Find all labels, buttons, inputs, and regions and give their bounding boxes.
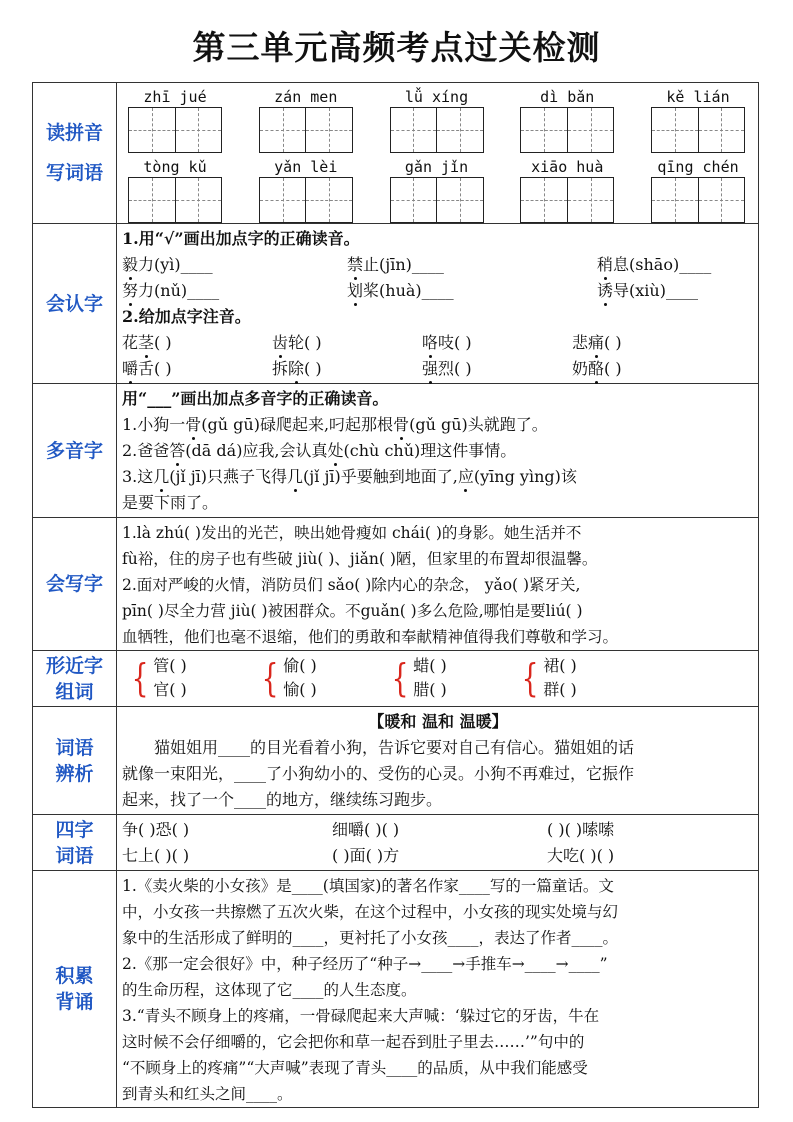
memory-line: 2.《那一定会很好》中，种子经历了“种子→____→手推车→____→____” [122, 955, 608, 973]
writing-boxes[interactable] [651, 107, 745, 153]
reading-item: 嚼舌( ) [122, 356, 272, 382]
pinyin-item [650, 157, 746, 223]
writing-box[interactable] [260, 178, 307, 222]
brace-icon: { [131, 656, 149, 700]
page-title: 第三单元高频考点过关检测 [192, 28, 601, 67]
recognize-content [117, 224, 759, 384]
pinyin-text: dì bǎn [540, 88, 595, 106]
writing-box[interactable] [521, 108, 568, 152]
similar-char: 偷( ) [283, 656, 317, 675]
worksheet-table [32, 82, 759, 1108]
phonetic-row [122, 356, 754, 382]
idiom-item: 细嚼( )( ) [332, 820, 400, 839]
idiom-item: 争( )恐( ) [122, 820, 190, 839]
pinyin-text: yǎn lèi [274, 158, 338, 176]
writing-box[interactable] [129, 108, 176, 152]
idiom-row [122, 817, 754, 843]
memory-content [117, 871, 759, 1108]
similar-group [388, 654, 518, 702]
pinyin-item [389, 87, 485, 153]
writing-box[interactable] [306, 178, 352, 222]
memory-line: “不顾身上的疼痛”“大声喊”表现了青头____的品质，从中我们能感受 [122, 1059, 588, 1077]
memory-line: 象中的生活形成了鲜明的____，更衬托了小女孩____，表达了作者____。 [122, 929, 619, 947]
writing-box[interactable] [652, 108, 699, 152]
reading-item: 齿轮( ) [272, 330, 422, 356]
writing-box[interactable] [437, 108, 483, 152]
section-label-write: 会写字 [33, 518, 117, 651]
pinyin-text: zhī jué [143, 88, 207, 106]
writing-box[interactable] [391, 178, 438, 222]
similar-char: 腊( ) [413, 680, 447, 699]
pinyin-text: lǚ xíng [404, 88, 469, 106]
brace-icon: { [521, 656, 539, 700]
section-label-idioms: 四字 词语 [33, 815, 117, 871]
pinyin-item [519, 87, 615, 153]
writing-boxes[interactable] [390, 107, 484, 153]
memory-line: 的生命历程，这体现了它____的人生态度。 [122, 981, 417, 999]
memory-line: 到青头和红头之间____。 [122, 1085, 293, 1103]
pinyin-item [650, 87, 746, 153]
writing-boxes[interactable] [651, 177, 745, 223]
reading-item: 毅力(yì)____ [122, 252, 347, 278]
pinyin-item [127, 87, 223, 153]
brace-icon: { [261, 656, 279, 700]
pinyin-text: xiāo huà [531, 158, 604, 176]
reading-item: 禁止(jīn)____ [347, 252, 597, 278]
pinyin-text: zán men [274, 88, 338, 106]
reading-row [122, 252, 754, 278]
reading-item: 奶酪( ) [572, 356, 722, 382]
idioms-content [117, 815, 759, 871]
section-recognize [33, 224, 759, 384]
section-label-pinyin: 读拼音 写词语 [33, 83, 117, 224]
memory-line: 这时候不会仔细嚼的，它会把你和草一起吞到肚子里去……’”句中的 [122, 1033, 585, 1051]
writing-box[interactable] [699, 108, 745, 152]
write-line: 血牺牲，他们也毫不退缩，他们的勇敢和奉献精神值得我们尊敬和学习。 [122, 628, 619, 646]
idiom-item: ( )面( )方 [332, 846, 400, 865]
writing-box[interactable] [652, 178, 699, 222]
memory-line: 1.《卖火柴的小女孩》是____(填国家)的著名作家____写的一篇童话。文 [122, 877, 614, 895]
polyphone-line: 1.小狗一骨(gǔ gū)碌爬起来,叼起那根骨(gǔ gū)头就跑了。 [122, 412, 754, 438]
similar-content [117, 651, 759, 707]
similar-group [128, 654, 258, 702]
writing-box[interactable] [699, 178, 745, 222]
memory-line: 中，小女孩一共擦燃了五次火柴，在这个过程中，小女孩的现实处境与幻 [122, 903, 619, 921]
section-similar [33, 651, 759, 707]
idiom-row [122, 843, 754, 869]
similar-char: 愉( ) [283, 680, 317, 699]
write-line: fù裕，住的房子也有些破 jiù( )、jiǎn( )陋，但家里的布置却很温馨。 [122, 550, 598, 568]
similar-group [518, 654, 648, 702]
pinyin-grid [117, 83, 759, 224]
similar-char: 官( ) [153, 680, 187, 699]
pinyin-item [127, 157, 223, 223]
section-label-memory: 积累 背诵 [33, 871, 117, 1108]
reading-item: 悲痛( ) [572, 330, 722, 356]
brace-icon: { [391, 656, 409, 700]
similar-char: 管( ) [153, 656, 187, 675]
writing-boxes[interactable] [259, 107, 353, 153]
writing-box[interactable] [568, 108, 614, 152]
words-content [117, 707, 759, 815]
polyphone-line: 是要下雨了。 [122, 493, 219, 512]
writing-boxes[interactable] [259, 177, 353, 223]
question-heading: 2.给加点字注音。 [122, 307, 251, 326]
words-line: 猫姐姐用____的目光看着小狗，告诉它要对自己有信心。猫姐姐的话 [154, 738, 635, 757]
words-line: 就像一束阳光，____了小狗幼小的、受伤的心灵。小狗不再难过，它振作 [122, 764, 635, 783]
phonetic-row [122, 330, 754, 356]
write-line: 2.面对严峻的火情，消防员们 sǎo( )除内心的杂念， yǎo( )紧牙关, [122, 576, 581, 594]
reading-item: 强烈( ) [422, 356, 572, 382]
words-line: 起来，找了一个____的地方，继续练习跑步。 [122, 790, 443, 809]
section-label-words: 词语 辨析 [33, 707, 117, 815]
reading-item: 努力(nǔ)____ [122, 278, 347, 304]
writing-box[interactable] [129, 178, 176, 222]
pinyin-item [258, 87, 354, 153]
reading-item: 咯吱( ) [422, 330, 572, 356]
writing-box[interactable] [568, 178, 614, 222]
section-polyphone [33, 384, 759, 518]
pinyin-item [389, 157, 485, 223]
memory-line: 3.“青头不顾身上的疼痛，一骨碌爬起来大声喊：‘躲过它的牙齿，牛在 [122, 1007, 600, 1025]
pinyin-row-2 [117, 157, 758, 223]
pinyin-item [519, 157, 615, 223]
pinyin-row-1 [117, 87, 758, 153]
reading-item: 划桨(huà)____ [347, 278, 597, 304]
writing-boxes[interactable] [128, 177, 222, 223]
section-label-similar: 形近字 组词 [33, 651, 117, 707]
section-pinyin [33, 83, 759, 224]
write-line: 1.là zhú( )发出的光芒，映出她骨瘦如 chái( )的身影。她生活并不 [122, 524, 582, 542]
similar-char: 蜡( ) [413, 656, 447, 675]
writing-box[interactable] [176, 108, 222, 152]
writing-boxes[interactable] [520, 107, 614, 153]
polyphone-content [117, 384, 759, 518]
pinyin-text: kě lián [666, 88, 730, 106]
writing-box[interactable] [521, 178, 568, 222]
reading-item: 拆除( ) [272, 356, 422, 382]
question-heading: 用“___”画出加点多音字的正确读音。 [122, 389, 389, 408]
similar-char: 裙( ) [543, 656, 577, 675]
section-idioms [33, 815, 759, 871]
reading-item: 花茎( ) [122, 330, 272, 356]
section-write [33, 518, 759, 651]
section-words [33, 707, 759, 815]
writing-box[interactable] [176, 178, 222, 222]
idiom-item: ( )( )嗦嗦 [547, 820, 615, 839]
section-label-polyphone: 多音字 [33, 384, 117, 518]
idiom-item: 大吃( )( ) [547, 846, 615, 865]
similar-char: 群( ) [543, 680, 577, 699]
writing-boxes[interactable] [520, 177, 614, 223]
polyphone-line: 3.这几(jǐ jī)只燕子飞得几(jǐ jī)乎要触到地面了,应(yīng yìng)该 [122, 464, 754, 490]
writing-box[interactable] [391, 108, 438, 152]
similar-group [258, 654, 388, 702]
writing-boxes[interactable] [390, 177, 484, 223]
word-options: 【暖和 温和 温暖】 [368, 712, 508, 731]
section-memory [33, 871, 759, 1108]
pinyin-text: tòng kǔ [143, 158, 207, 176]
write-line: pīn( )尽全力营 jiù( )被困群众。不guǎn( )多么危险,哪怕是要liú( ) [122, 602, 583, 620]
writing-box[interactable] [306, 108, 352, 152]
reading-row [122, 278, 754, 304]
reading-item: 诱导(xiù)____ [597, 278, 747, 304]
pinyin-item [258, 157, 354, 223]
pinyin-text: gǎn jǐn [404, 158, 469, 176]
polyphone-line: 2.爸爸答(dā dá)应我,会认真处(chù chǔ)理这件事情。 [122, 438, 754, 464]
writing-boxes[interactable] [128, 107, 222, 153]
question-heading: 1.用“√”画出加点字的正确读音。 [122, 229, 360, 248]
writing-box[interactable] [437, 178, 483, 222]
section-label-recognize: 会认字 [33, 224, 117, 384]
reading-item: 稍息(shāo)____ [597, 252, 747, 278]
idiom-item: 七上( )( ) [122, 846, 190, 865]
writing-box[interactable] [260, 108, 307, 152]
pinyin-text: qīng chén [657, 158, 739, 176]
write-content [117, 518, 759, 651]
